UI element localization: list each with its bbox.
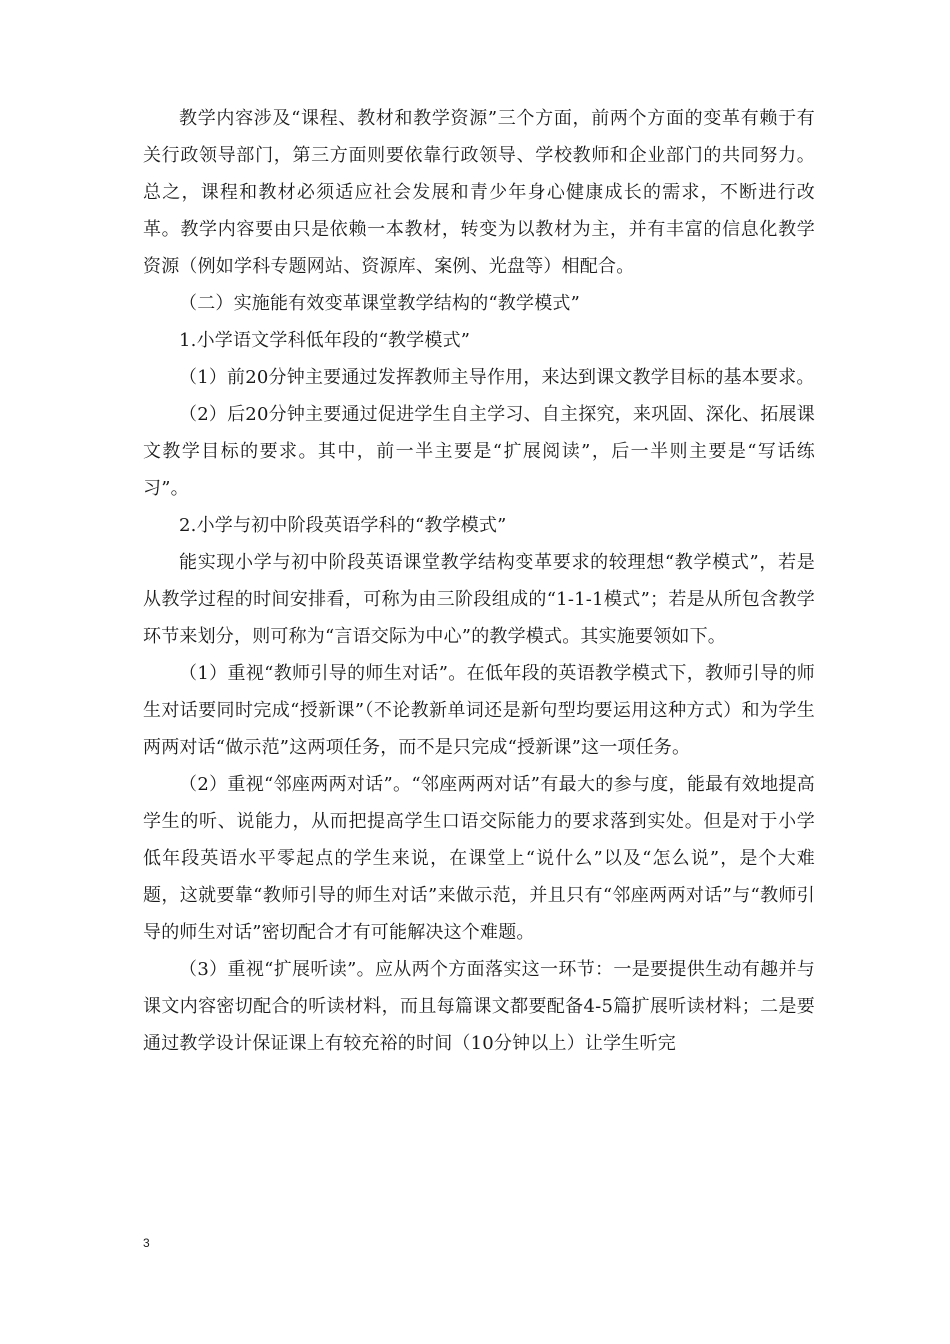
- paragraph-extended-listening: （3）重视“扩展听读”。应从两个方面落实这一环节：一是要提供生动有趣并与课文内容密切配合的听读材料，而且每篇课文都要配备4-5篇扩展听读材料；二是要通过教学设计保证课上有较充裕的时间（10分钟以上）让学生听完: [143, 959, 815, 1054]
- paragraph-teacher-dialogue: （1）重视“教师引导的师生对话”。在低年段的英语教学模式下，教师引导的师生对话要同时完成“授新课”（不论教新单词还是新句型均要运用这种方式）和为学生两两对话“做示范”这两项任务，而不是只完成“授新课”这一项任务。: [143, 663, 815, 758]
- paragraph-pair-dialogue: （2）重视“邻座两两对话”。“邻座两两对话”有最大的参与度，能最有效地提高学生的听、说能力，从而把提高学生口语交际能力的要求落到实处。但是对于小学低年段英语水平零起点的学生来说，在课堂上“说什么”以及“怎么说”，是个大难题，这就要靠“教师引导的师生对话”来做示范，并且只有“邻座两两对话”与“教师引导的师生对话”密切配合才有可能解决这个难题。: [143, 774, 815, 943]
- section-heading-teaching-model: （二）实施能有效变革课堂教学结构的“教学模式”: [179, 293, 581, 314]
- page-number: 3: [143, 1236, 150, 1250]
- subheading-chinese-model: 1.小学语文学科低年段的“教学模式”: [179, 330, 471, 351]
- document-body: [143, 100, 815, 1062]
- paragraph-first-20-minutes: （1）前20分钟主要通过发挥教师主导作用，来达到课文教学目标的基本要求。: [179, 367, 815, 388]
- paragraph-last-20-minutes: （2）后20分钟主要通过促进学生自主学习、自主探究，来巩固、深化、拓展课文教学目标的要求。其中，前一半主要是“扩展阅读”，后一半则主要是“写话练习”。: [143, 404, 815, 499]
- paragraph-english-model-intro: 能实现小学与初中阶段英语课堂教学结构变革要求的较理想“教学模式”，若是从教学过程的时间安排看，可称为由三阶段组成的“1-1-1模式”；若是从所包含教学环节来划分，则可称为“言语交际为中心”的教学模式。其实施要领如下。: [143, 552, 815, 647]
- subheading-english-model: 2.小学与初中阶段英语学科的“教学模式”: [179, 515, 507, 536]
- paragraph-teaching-content: 教学内容涉及“课程、教材和教学资源”三个方面，前两个方面的变革有赖于有关行政领导部门，第三方面则要依靠行政领导、学校教师和企业部门的共同努力。总之，课程和教材必须适应社会发展和青少年身心健康成长的需求，不断进行改革。教学内容要由只是依赖一本教材，转变为以教材为主，并有丰富的信息化教学资源（例如学科专题网站、资源库、案例、光盘等）相配合。: [143, 108, 815, 277]
